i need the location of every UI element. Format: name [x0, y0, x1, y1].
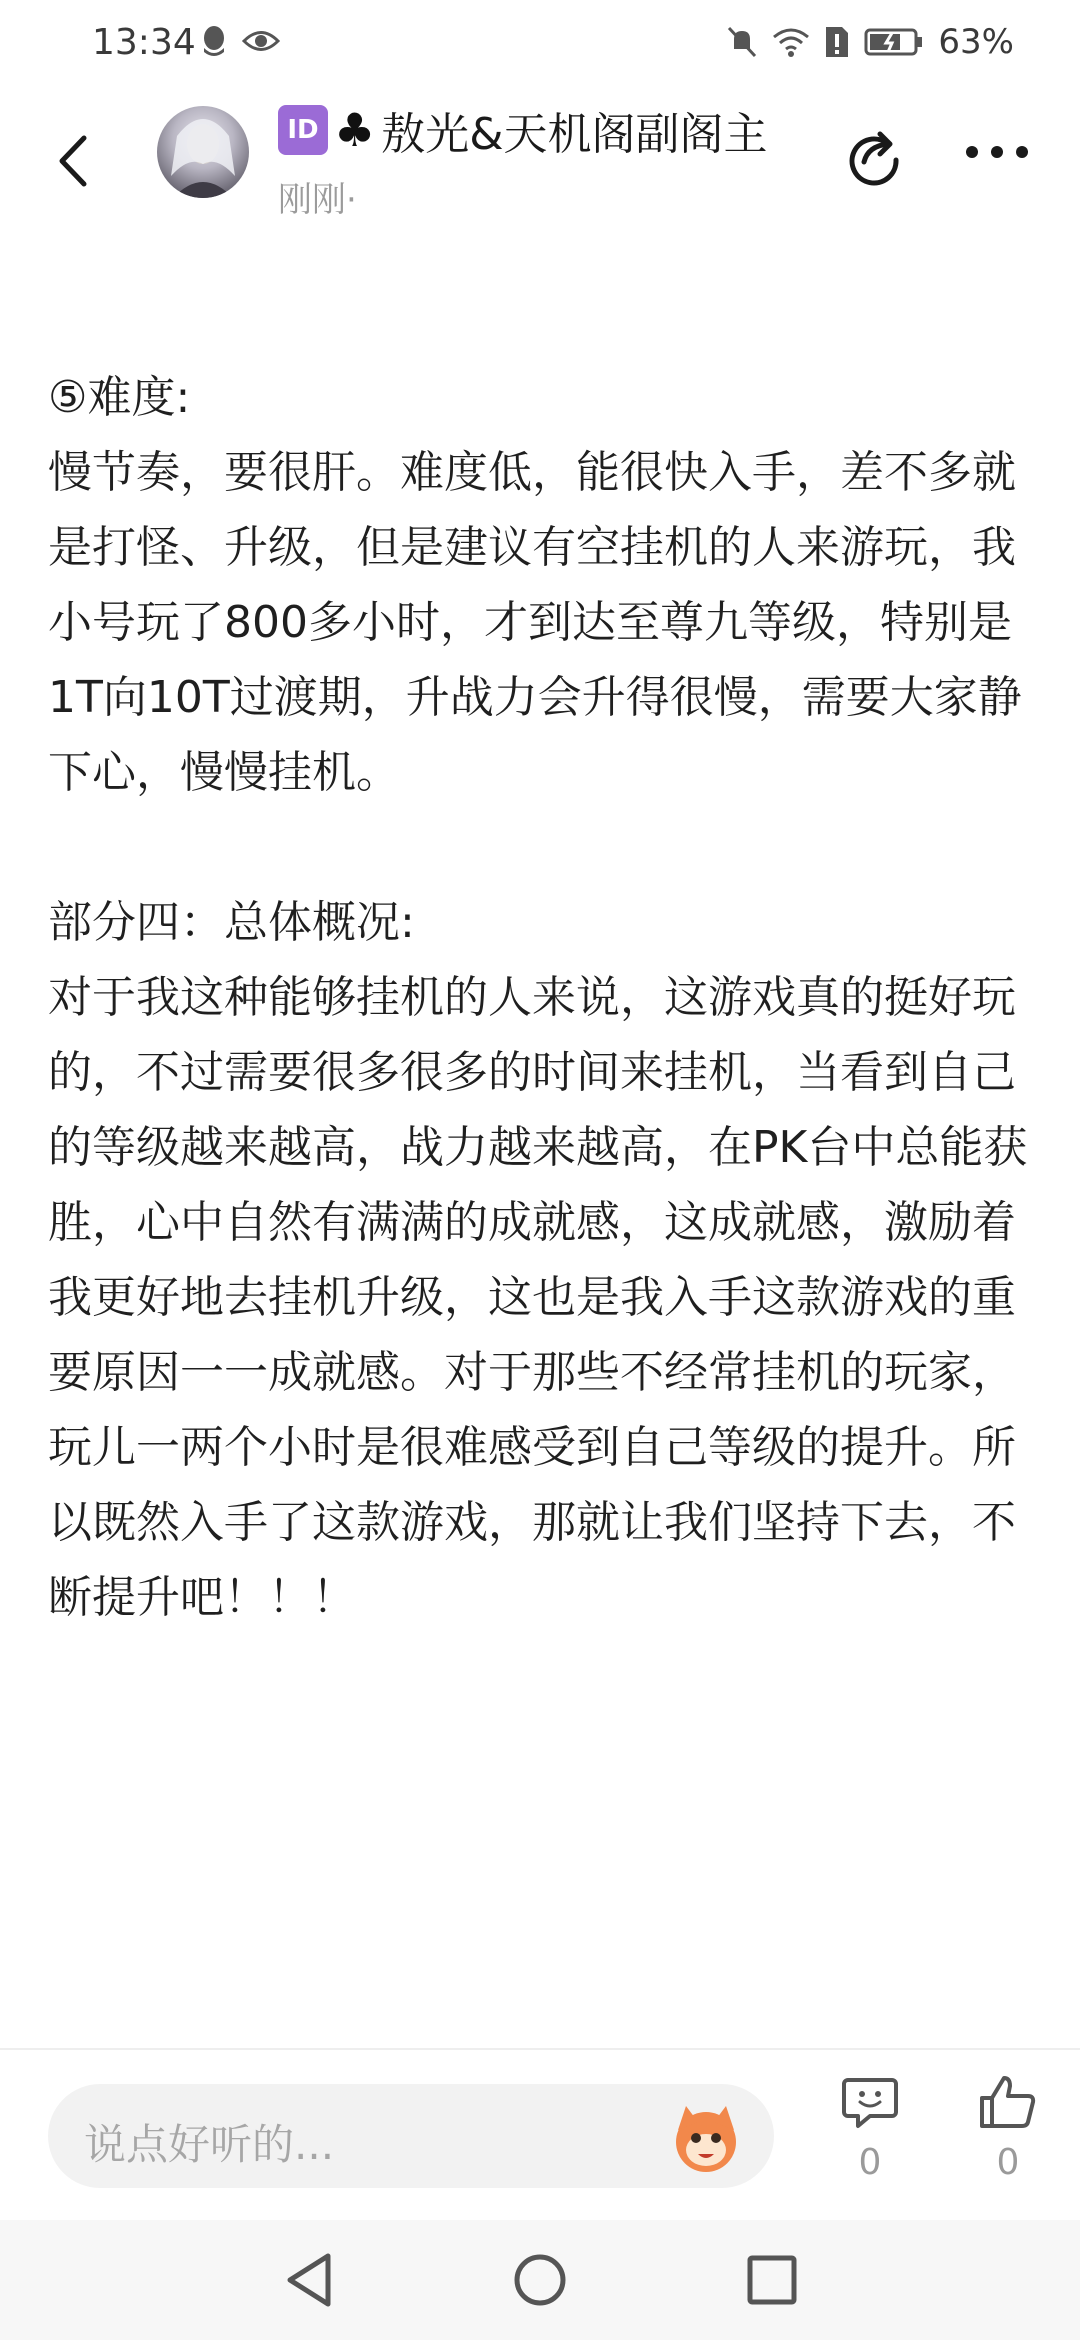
comment-action[interactable] [830, 2074, 910, 2183]
like-action[interactable] [968, 2074, 1048, 2183]
share-icon[interactable] [842, 122, 906, 186]
wifi-icon [772, 25, 810, 59]
author-name: 敖光&天机阁副阁主 [381, 109, 768, 160]
comment-count: 0 [858, 2142, 882, 2183]
id-badge: ID [278, 105, 328, 155]
thumbs-up-icon [978, 2074, 1038, 2130]
post-time: 刚刚· [278, 180, 357, 220]
comment-input[interactable] [48, 2084, 774, 2188]
status-bar [0, 0, 1080, 90]
club-icon: ♣ [334, 103, 376, 157]
status-left-icons [200, 24, 280, 58]
overview-paragraph: 对于我这种能够挂机的人来说，这游戏真的挺好玩的，不过需要很多很多的时间来挂机，当看到自己的等级越来越高，战力越来越高，在PK台中总能获胜，心中自然有满满的成就感，这成就感，激励着我更好地去挂机升级，这也是我入手这款游戏的重要原因一一成就感。对于那些不经常挂机的玩家，玩儿一两个小时是很难感受到自己等级的提升。所以既然入手了这款游戏，那就让我们坚持下去，不断提升吧！！！ [48, 972, 1028, 1623]
battery-icon [864, 27, 924, 57]
back-arrow-icon[interactable] [48, 126, 98, 196]
divider [0, 2048, 1080, 2050]
emoji-sticker-icon[interactable] [666, 2098, 746, 2178]
qq-icon [200, 24, 228, 58]
more-options-icon[interactable] [962, 142, 1032, 162]
status-right-icons [726, 22, 1014, 62]
eye-icon [242, 24, 280, 58]
status-time: 13:34 [92, 22, 196, 63]
post-header [0, 92, 1080, 222]
sim-alert-icon [824, 25, 850, 59]
section-heading-overview: 部分四：总体概况: [48, 897, 415, 948]
section-heading-difficulty: ⑤难度: [48, 372, 191, 423]
like-count: 0 [996, 2142, 1020, 2183]
author-title-row[interactable] [278, 98, 768, 162]
system-nav-bar [0, 2220, 1080, 2340]
avatar-figure [157, 106, 249, 198]
nav-recents-icon[interactable] [744, 2250, 800, 2310]
avatar[interactable] [157, 106, 249, 198]
nav-back-icon[interactable] [282, 2250, 338, 2310]
nav-home-icon[interactable] [512, 2250, 568, 2310]
mute-bell-icon [726, 25, 758, 59]
battery-percent: 63% [938, 22, 1014, 62]
comment-icon [840, 2074, 900, 2130]
post-content [48, 360, 1028, 1635]
comment-placeholder: 说点好听的... [84, 2120, 335, 2169]
difficulty-paragraph: 慢节奏，要很肝。难度低，能很快入手，差不多就是打怪、升级，但是建议有空挂机的人来游玩，我小号玩了800多小时，才到达至尊九等级，特别是1T向10T过渡期，升战力会升得很慢，需要大家静下心，慢慢挂机。 [48, 447, 1022, 798]
